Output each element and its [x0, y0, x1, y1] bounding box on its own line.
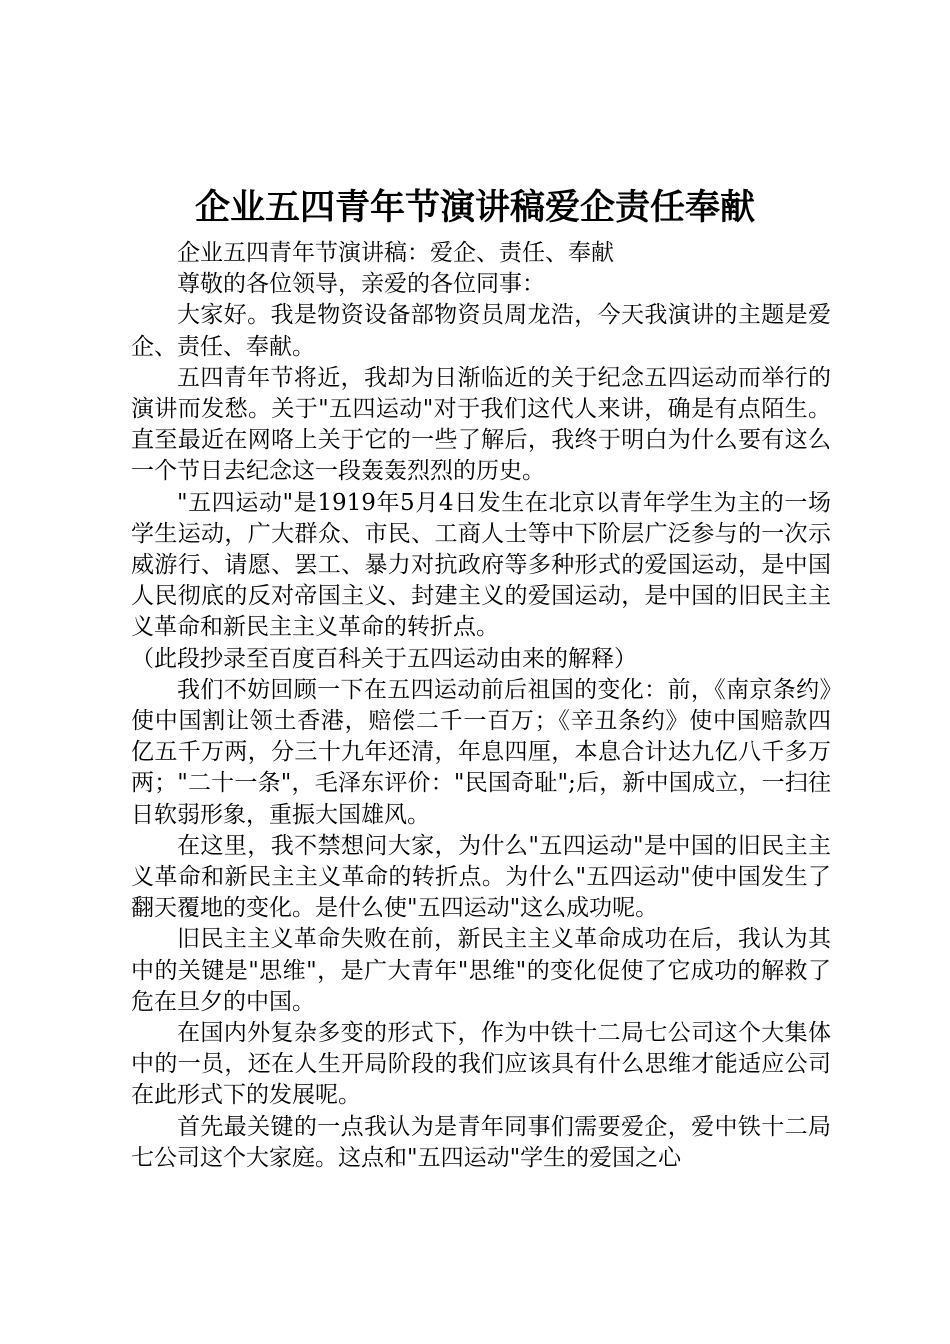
document-body	[131, 238, 831, 1174]
paragraph-thinking: 旧民主主义革命失败在前，新民主主义革命成功在后，我认为其中的关键是"思维"，是广大青年"思维"的变化促使了它成功的解救了危在旦夕的中国。	[131, 926, 831, 1015]
paragraph-subtitle: 企业五四青年节演讲稿：爱企、责任、奉献	[177, 240, 614, 266]
paragraph-greeting: 大家好。我是物资设备部物资员周龙浩，今天我演讲的主题是爱企、责任、奉献。	[131, 302, 831, 360]
paragraph-history-review: 我们不妨回顾一下在五四运动前后祖国的变化：前，《南京条约》使中国割让领土香港，赔偿二千一百万；《辛丑条约》使中国赔款四亿五千万两，分三十九年还清，年息四厘，本息合计达九亿八千多万两；"二十一条"，毛泽东评价："民国奇耻";后，新中国成立，一扫往日软弱形象，重振大国雄风。	[131, 676, 831, 828]
paragraph-love-company: 首先最关键的一点我认为是青年同事们需要爱企，爱中铁十二局七公司这个大家庭。这点和"五四运动"学生的爱国之心	[131, 1113, 831, 1171]
paragraph-youth-day: 五四青年节将近，我却为日渐临近的关于纪念五四运动而举行的演讲而发愁。关于"五四运动"对于我们这代人来讲，确是有点陌生。直至最近在网咯上关于它的一些了解后，我终于明白为什么要有这么一个节日去纪念这一段轰轰烈烈的历史。	[131, 364, 831, 485]
document-title: 企业五四青年节演讲稿爱企责任奉献	[194, 187, 755, 228]
paragraph-company-context: 在国内外复杂多变的形式下，作为中铁十二局七公司这个大集体中的一员，还在人生开局阶段的我们应该具有什么思维才能适应公司在此形式下的发展呢。	[131, 1020, 831, 1109]
paragraph-salutation: 尊敬的各位领导，亲爱的各位同事：	[177, 271, 545, 298]
paragraph-may-fourth-definition: "五四运动"是1919年5月4日发生在北京以青年学生为主的一场学生运动，广大群众、市民、工商人士等中下阶层广泛参与的一次示威游行、请愿、罢工、暴力对抗政府等多种形式的爱国运动，是中国人民彻底的反对帝国主义、封建主义的爱国运动，是中国的旧民主主义革命和新民主主义革命的转折点。	[131, 489, 831, 641]
paragraph-question: 在这里，我不禁想问大家，为什么"五四运动"是中国的旧民主主义革命和新民主主义革命的转折点。为什么"五四运动"使中国发生了翻天覆地的变化。是什么使"五四运动"这么成功呢。	[131, 832, 831, 922]
paragraph-source-note: （此段抄录至百度百科关于五四运动由来的解释）	[131, 645, 637, 672]
